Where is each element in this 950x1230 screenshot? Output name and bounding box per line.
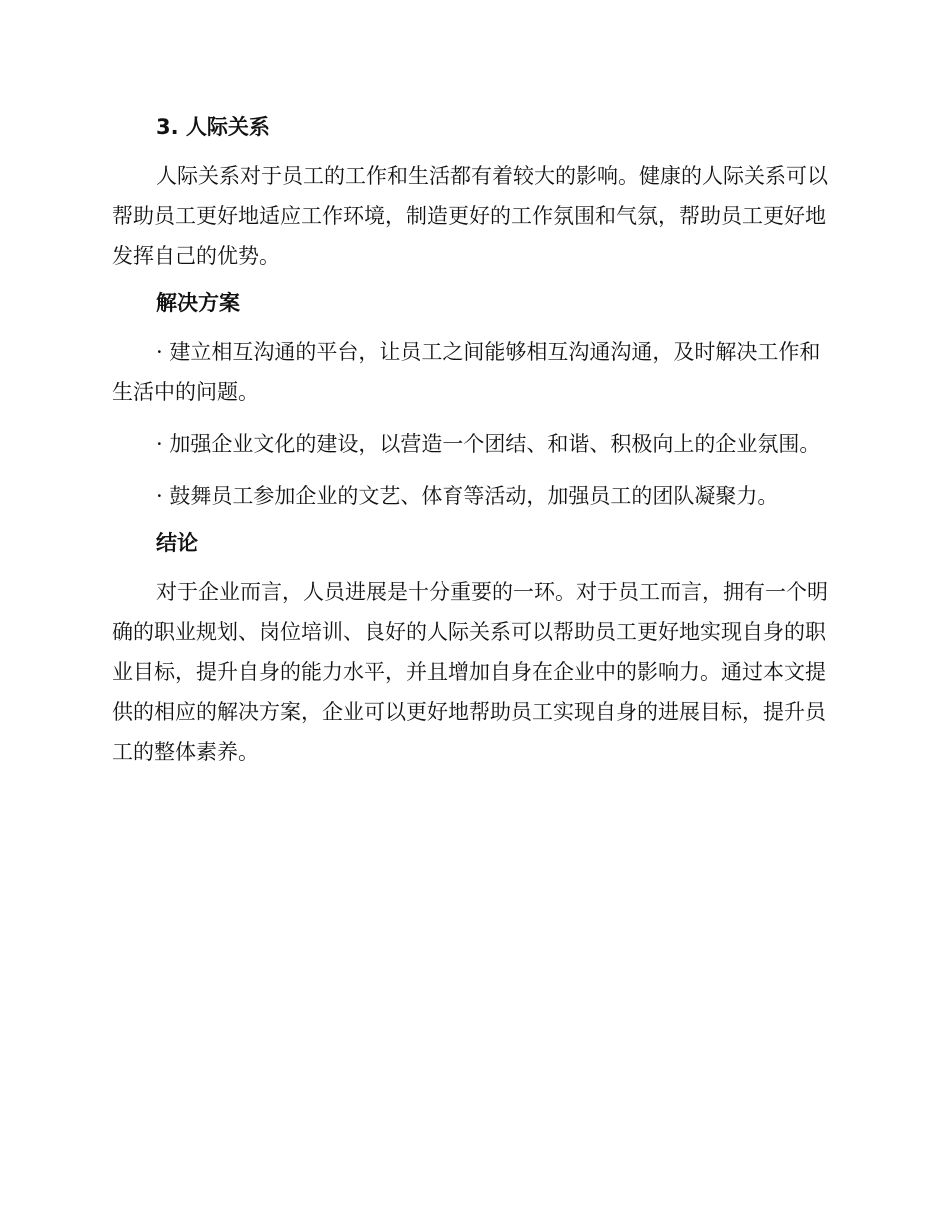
- solution-item-3: · 鼓舞员工参加企业的文艺、体育等活动，加强员工的团队凝聚力。: [156, 484, 779, 508]
- paragraph-interpersonal: 人际关系对于员工的工作和生活都有着较大的影响。健康的人际关系可以帮助员工更好地适应工作环境，制造更好的工作氛围和气氛，帮助员工更好地发挥自己的优势。: [112, 164, 828, 268]
- paragraph-conclusion: 对于企业而言，人员进展是十分重要的一环。对于员工而言，拥有一个明确的职业规划、岗位培训、良好的人际关系可以帮助员工更好地实现自身的职业目标，提升自身的能力水平，并且增加自身在企业中的影响力。通过本文提供的相应的解决方案，企业可以更好地帮助员工实现自身的进展目标，提升员工的整体素养。: [112, 580, 828, 764]
- section-heading-conclusion: 结论: [156, 531, 198, 555]
- section-heading-solutions: 解决方案: [156, 291, 240, 315]
- document-page: [112, 112, 830, 772]
- solution-item-2: · 加强企业文化的建设，以营造一个团结、和谐、积极向上的企业氛围。: [156, 432, 821, 456]
- section-heading-interpersonal: 3. 人际关系: [156, 115, 270, 139]
- solution-item-1: · 建立相互沟通的平台，让员工之间能够相互沟通沟通，及时解决工作和生活中的问题。: [112, 340, 821, 404]
